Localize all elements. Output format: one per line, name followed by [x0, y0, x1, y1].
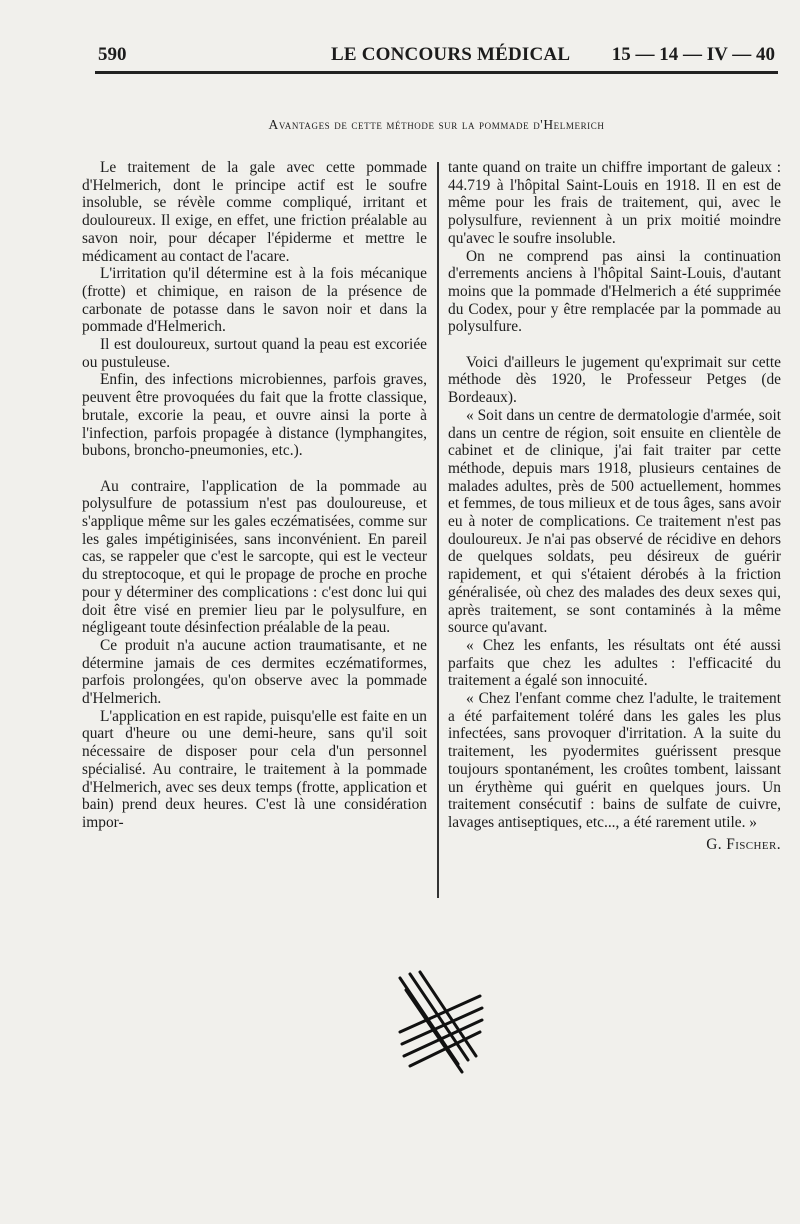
journal-title: LE CONCOURS MÉDICAL [331, 44, 571, 65]
author-signature: G. Fischer. [706, 835, 781, 853]
quote-paragraph: « Chez l'enfant comme chez l'adulte, le traitement a été parfaitement toléré dans les gales les plus infectées, sans provoquer d'irritation. A la suite du traitement, les pyodermites guérissent presque toujours spontanément, les croûtes tombent, laissant un érythème qui guérit en quelques jours. Un traitement consécutif : bains de sulfate de cuivre, lavages antiseptiques, etc..., a été rarement utile. » [448, 690, 781, 831]
left-column [82, 159, 427, 832]
page-number: 590 [98, 44, 127, 65]
quote-paragraph: « Soit dans un centre de dermatologie d'armée, soit dans un centre de région, soit ensuite en clientèle de cabinet et de clinique, j'ai fait traiter par cette méthode, depuis mars 1918, plusieurs centaines de malades adultes, près de 500 actuellement, hommes et femmes, de tous milieux et de tous âges, sans avoir eu à noter de complications. Ce traitement n'est pas douloureux. Je n'ai pas observé de récidive en dehors de quelques soldats, peu désireux de guérir rapidement, et qui s'étaient dérobés à la friction généralisée, où chez des malades des deux sexes qui, après traitement, se sont contaminés à la même source qu'avant. [448, 406, 781, 637]
right-column [448, 159, 781, 853]
paragraph: Au contraire, l'application de la pommade au polysulfure de potassium n'est pas douloureuse, et s'applique même sur les gales eczématisées, comme sur les gales impétiginisées, sans inconvénient. En pareil cas, se rappeler que c'est le sarcopte, qui est le vecteur du streptocoque, et qui le propage de proche en proche pour y déterminer des complications : c'est donc lui qui doit être visé en premier lieu par le polysulfure, en négligeant toute désinfection préalable de la peau. [82, 477, 427, 637]
issue-date: 15 — 14 — IV — 40 [611, 44, 775, 65]
paragraph: Il est douloureux, surtout quand la peau est excoriée ou pustuleuse. [82, 336, 427, 371]
page-header [95, 44, 775, 72]
paragraph: tante quand on traite un chiffre important de galeux : 44.719 à l'hôpital Saint-Louis en 1918. Il en est de même pour les frais de traitement, qui, avec le polysulfure, reviennent à un prix moitié moindre qu'avec le soufre insoluble. [448, 159, 781, 247]
column-divider [437, 162, 439, 898]
crosshatch-ornament-icon [396, 968, 486, 1080]
paragraph: Ce produit n'a aucune action traumatisante, et ne détermine jamais de ces dermites eczématiformes, parfois prolongées, qu'on observe avec la pommade d'Helmerich. [82, 636, 427, 708]
quote-paragraph: « Chez les enfants, les résultats ont été aussi parfaits que chez les adultes : l'efficacité du traitement a égalé son innocuité. [448, 636, 781, 690]
paragraph: Le traitement de la gale avec cette pommade d'Helmerich, dont le principe actif est le soufre insoluble, se révèle comme compliqué, irritant et douloureux. Il exige, en effet, une friction préalable au savon noir, pour décaper l'épiderme et mettre le médicament au contact de l'acare. [82, 159, 427, 265]
paragraph: Voici d'ailleurs le jugement qu'exprimait sur cette méthode dès 1920, le Professeur Petges (de Bordeaux). [448, 353, 781, 407]
paragraph: L'application en est rapide, puisqu'elle est faite en un quart d'heure ou une demi-heure, sans qu'il soit nécessaire de disposer pour cela d'un personnel spécialisé. Au contraire, le traitement à la pommade d'Helmerich, avec ses deux temps (frotte, application et bain) prend deux heures. C'est là une considération impor- [82, 707, 427, 831]
paragraph: Enfin, des infections microbiennes, parfois graves, peuvent être provoquées du fait que la frotte classique, brutale, excorie la peau, et ouvre ainsi la porte à l'infection, parfois propagée à distance (lymphangites, bubons, broncho-pneumonies, etc.). [82, 371, 427, 460]
section-title: Avantages de cette méthode sur la pommade d'Helmerich [268, 117, 605, 132]
header-rule [95, 71, 778, 74]
paragraph: L'irritation qu'il détermine est à la fois mécanique (frotte) et chimique, en raison de la présence de carbonate de potasse dans le savon noir et dans la pommade d'Helmerich. [82, 265, 427, 336]
paragraph: On ne comprend pas ainsi la continuation d'errements anciens à l'hôpital Saint-Louis, d'autant moins que la pommade d'Helmerich a été supprimée du Codex, pour y être remplacée par la pommade au polysulfure. [448, 247, 781, 336]
